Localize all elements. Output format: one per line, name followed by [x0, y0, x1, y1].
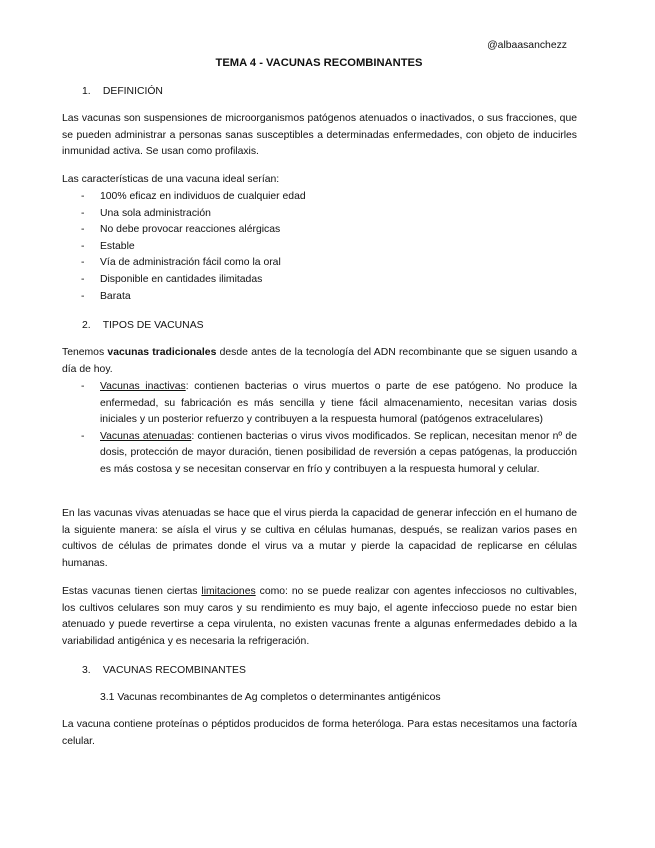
inactive-vaccines-term: Vacunas inactivas: [100, 381, 186, 392]
section-2-heading: [82, 318, 204, 335]
section-1-number: 1.: [82, 86, 91, 97]
list-item: - 100% eficaz en individuos de cualquier edad: [81, 191, 306, 202]
section-3-heading: [82, 663, 246, 680]
section-3-title: VACUNAS RECOMBINANTES: [102, 665, 246, 676]
section-2-number: 2.: [82, 320, 91, 331]
attenuated-vaccines-term: Vacunas atenuadas: [100, 430, 192, 442]
live-attenuated-paragraph: En las vacunas vivas atenuadas se hace que el virus pierda la capacidad de generar infección en el humano de la siguiente manera: se aísla el virus y se cultiva en células humanas, después, se realizan varios pases en cultivos de células de primates donde el virus va a mutar y pierde la capacidad de replicarse en células humanas.: [62, 508, 577, 569]
author-handle: @albaasanchezz: [487, 40, 567, 51]
list-item: - Vacunas inactivas: contienen bacterias o virus muertos o parte de ese patógeno. No produce la enfermedad, su fabricación es más sencilla y tiene fácil almacenamiento, necesitan varias dosis iniciales y un posterior refuerzo y contribuyen a la respuesta humoral (patógenos extracelulares): [81, 381, 578, 426]
subsection-3-1-heading: 3.1 Vacunas recombinantes de Ag completos o determinantes antigénicos: [100, 692, 441, 703]
list-item: - Vacunas atenuadas: contienen bacterias o virus vivos modificados. Se replican, necesitan menor nº de dosis, protección de mayor duración, tienen posibilidad de reversión a cepas patógenas, la producción es más costosa y se necesitan conservar en frío y contribuyen a la respuesta humoral y celular.: [81, 430, 577, 475]
vaccine-types-list: [62, 379, 577, 479]
list-item: - Disponible en cantidades ilimitadas: [81, 273, 263, 285]
section-2-title: TIPOS DE VACUNAS: [102, 320, 204, 331]
definition-paragraph: Las vacunas son suspensiones de microorganismos patógenos atenuados o inactivados, o sus fracciones, que se pueden administrar a personas sanas susceptibles a determinadas enfermedades, con objeto de inducirles inmunidad activa. Se usan como profilaxis.: [62, 113, 577, 158]
list-item: - Vía de administración fácil como la oral: [81, 257, 281, 269]
list-item: - Una sola administración: [81, 207, 211, 219]
section-1-title: DEFINICIÓN: [102, 86, 163, 97]
traditional-vaccines-term: vacunas tradicionales: [107, 347, 217, 358]
limitations-paragraph: Estas vacunas tienen ciertas limitaciones como: no se puede realizar con agentes infecciosos no cultivables, los cultivos celulares son muy caros y su rendimiento es muy bajo, el agente infeccioso puede no estar bien atenuado y puede revertirse a cepa virulenta, no existen vacunas frente a algunas enfermedades debido a la variabilidad antigénica y es necesaria la refrigeración.: [62, 586, 578, 647]
section-3-number: 3.: [82, 665, 91, 676]
list-item: - No debe provocar reacciones alérgicas: [81, 224, 281, 236]
list-item: - Barata: [81, 290, 131, 302]
limitations-term: limitaciones: [201, 586, 256, 597]
vaccine-types-intro: Tenemos vacunas tradicionales desde antes de la tecnología del ADN recombinante que se siguen usando a día de hoy.: [62, 347, 577, 375]
page-title: TEMA 4 - VACUNAS RECOMBINANTES: [215, 57, 423, 69]
list-item: - Estable: [81, 240, 135, 252]
ideal-vaccine-list: [62, 189, 577, 305]
ideal-vaccine-intro: Las características de una vacuna ideal serían:: [62, 174, 280, 185]
section-1-heading: [82, 84, 163, 101]
recombinant-paragraph: La vacuna contiene proteínas o péptidos producidos de forma heteróloga. Para estas necesitamos una factoría celular.: [62, 719, 577, 747]
